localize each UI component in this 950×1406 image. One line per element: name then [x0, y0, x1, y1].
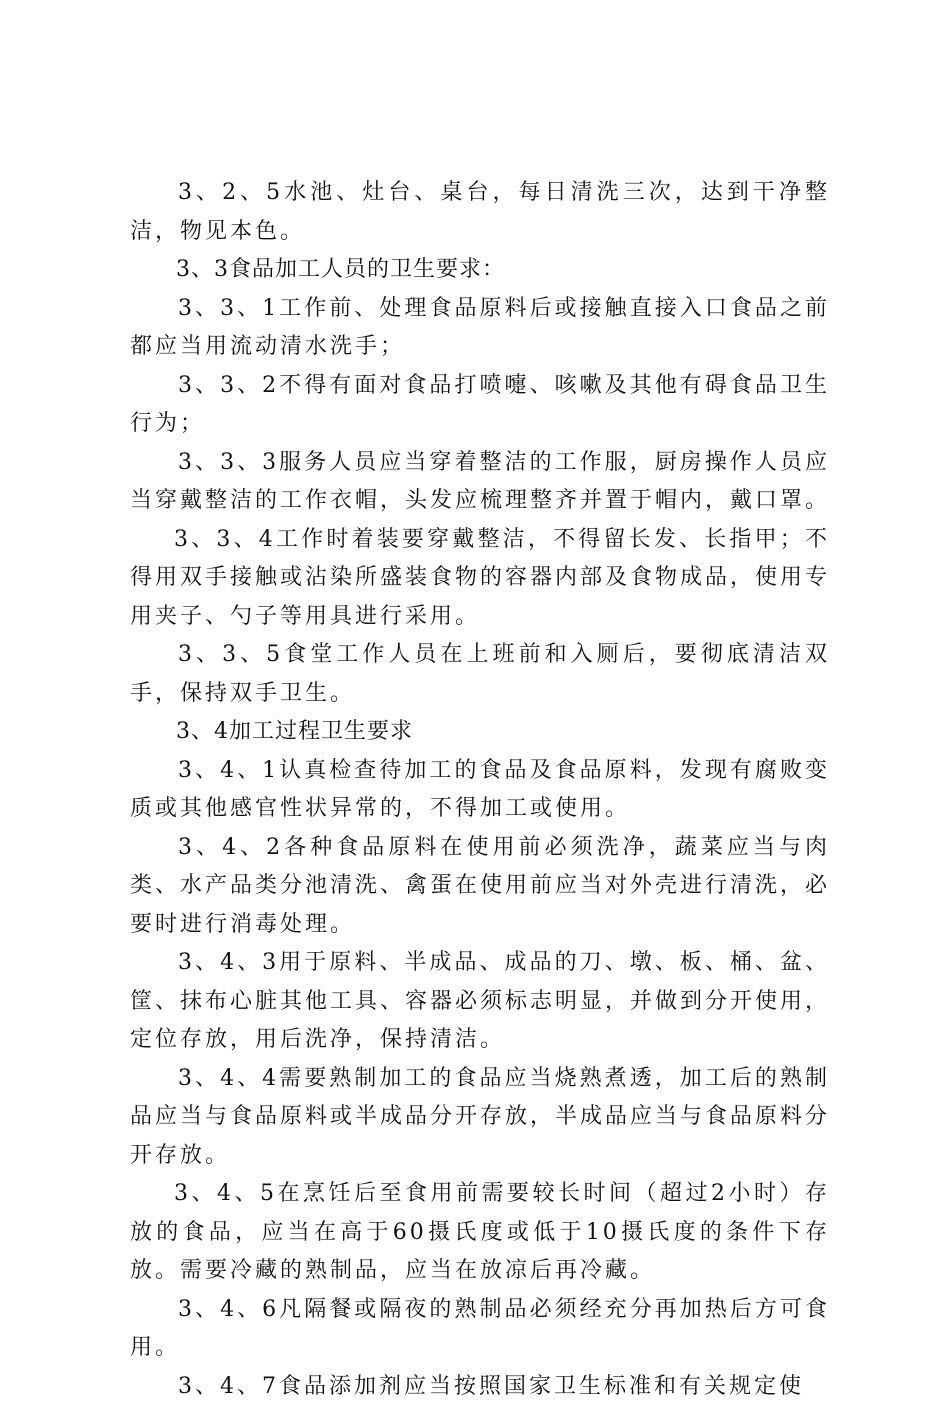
paragraph-3-2-5: 3、2、5水池、灶台、桌台，每日清洗三次，达到干净整洁，物见本色。	[130, 174, 830, 251]
paragraph-3-3-2: 3、3、2不得有面对食品打喷嚏、咳嗽及其他有碍食品卫生行为；	[130, 367, 830, 444]
paragraph-3-3-4: 3、3、4工作时着装要穿戴整洁，不得留长发、长指甲；不得用双手接触或沾染所盛装食物的容器内部及食物成品，使用专用夹子、勺子等用具进行采用。	[130, 521, 830, 637]
section-heading-3-3: 3、3食品加工人员的卫生要求：	[130, 251, 830, 290]
paragraph-3-4-2: 3、4、2各种食品原料在使用前必须洗净，蔬菜应当与肉类、水产品类分池清洗、禽蛋在使用前应当对外壳进行清洗，必要时进行消毒处理。	[130, 829, 830, 945]
paragraph-3-4-3: 3、4、3用于原料、半成品、成品的刀、墩、板、桶、盆、筐、抹布心脏其他工具、容器必须标志明显，并做到分开使用，定位存放，用后洗净，保持清洁。	[130, 944, 830, 1060]
document-body	[130, 174, 830, 1406]
paragraph-3-3-5: 3、3、5食堂工作人员在上班前和入厕后，要彻底清洁双手，保持双手卫生。	[130, 636, 830, 713]
section-heading-3-4: 3、4加工过程卫生要求	[130, 713, 830, 752]
paragraph-3-4-1: 3、4、1认真检查待加工的食品及食品原料，发现有腐败变质或其他感官性状异常的，不得加工或使用。	[130, 752, 830, 829]
paragraph-3-4-5: 3、4、5在烹饪后至食用前需要较长时间（超过2小时）存放的食品，应当在高于60摄氏度或低于10摄氏度的条件下存放。需要冷藏的熟制品，应当在放凉后再冷藏。	[130, 1175, 830, 1291]
paragraph-3-4-7: 3、4、7食品添加剂应当按照国家卫生标准和有关规定使	[130, 1368, 830, 1406]
paragraph-3-4-6: 3、4、6凡隔餐或隔夜的熟制品必须经充分再加热后方可食用。	[130, 1291, 830, 1368]
paragraph-3-3-3: 3、3、3服务人员应当穿着整洁的工作服，厨房操作人员应当穿戴整洁的工作衣帽，头发应梳理整齐并置于帽内，戴口罩。	[130, 444, 830, 521]
paragraph-3-4-4: 3、4、4需要熟制加工的食品应当烧熟煮透，加工后的熟制品应当与食品原料或半成品分开存放，半成品应当与食品原料分开存放。	[130, 1060, 830, 1176]
paragraph-3-3-1: 3、3、1工作前、处理食品原料后或接触直接入口食品之前都应当用流动清水洗手；	[130, 290, 830, 367]
